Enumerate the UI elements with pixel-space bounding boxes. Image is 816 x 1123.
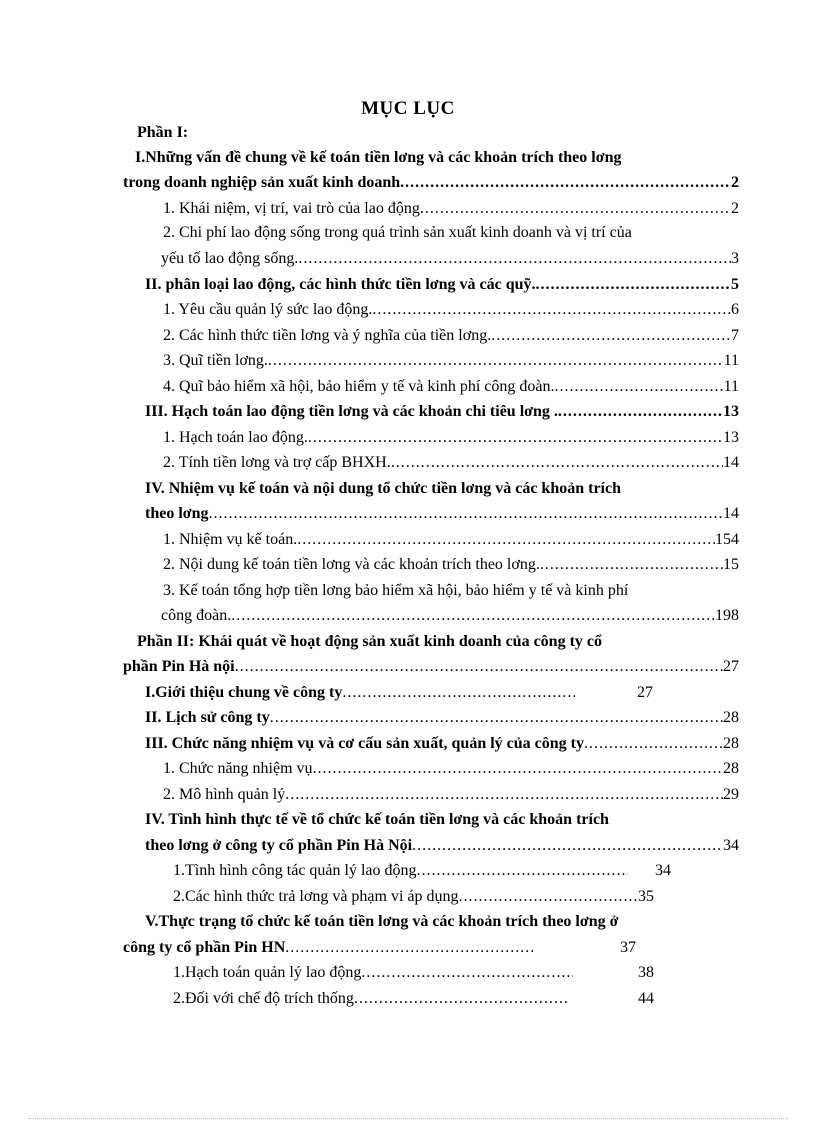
toc-item bbox=[163, 554, 739, 576]
toc-item-title: 2. Các hình thức tiền lơng và ý nghĩa của tiền lơng. bbox=[163, 327, 492, 344]
toc-page-number: 2 bbox=[731, 174, 739, 191]
toc-item bbox=[161, 605, 739, 627]
toc-page-number: 34 bbox=[723, 837, 739, 854]
toc-page-number: 13 bbox=[723, 429, 739, 446]
toc-page-number: 13 bbox=[723, 403, 739, 420]
toc-item-title: 4. Quĩ bảo hiểm xã hội, bảo hiểm y tế và kinh phí công đoàn. bbox=[163, 378, 555, 395]
toc-item bbox=[163, 529, 739, 551]
toc-item bbox=[163, 452, 739, 474]
toc-page-number: 15 bbox=[723, 556, 739, 573]
toc-section-4 bbox=[145, 503, 739, 525]
toc-item-title: 2. Nội dung kế toán tiền lơng và các khoản trích theo lơng. bbox=[163, 556, 540, 573]
toc-page-number: 11 bbox=[723, 378, 739, 395]
part-2-heading-line-1: Phần II: Khái quát về hoạt động sản xuất kinh doanh của công ty cổ bbox=[137, 633, 603, 650]
toc-section-title: III. Chức năng nhiệm vụ và cơ cấu sản xuất, quản lý của công ty bbox=[145, 735, 584, 752]
toc-item bbox=[161, 248, 739, 270]
toc-section-title: II. Lịch sử công ty bbox=[145, 709, 270, 726]
toc-item-line-1: 2. Chi phí lao động sống trong quá trình sản xuất kinh doanh và vị trí của bbox=[163, 224, 632, 241]
toc-item-title: 1.Tình hình công tác quản lý lao động bbox=[173, 862, 417, 879]
toc-item bbox=[173, 886, 654, 908]
toc-section-4-line-1: IV. Nhiệm vụ kế toán và nội dung tổ chức tiền lơng và các khoản trích bbox=[145, 480, 621, 497]
toc-item bbox=[173, 860, 628, 882]
toc-page-number: 28 bbox=[723, 709, 739, 726]
toc-page-number: 5 bbox=[731, 276, 739, 293]
page-bottom-divider bbox=[28, 1118, 788, 1119]
toc-item bbox=[163, 758, 739, 780]
part-2-title: phần Pin Hà nội bbox=[123, 658, 235, 675]
toc-page-number: 154 bbox=[715, 531, 739, 548]
part-2-heading bbox=[123, 656, 739, 678]
toc-section-title: I.Giới thiệu chung về công ty bbox=[145, 684, 343, 701]
toc-page-number: 37 bbox=[620, 939, 636, 956]
toc-page-number: 2 bbox=[731, 200, 739, 217]
toc-item-title: 1. Chức năng nhiệm vụ bbox=[163, 760, 313, 777]
toc-section-2 bbox=[145, 274, 739, 296]
toc-section-2-title: II. phân loại lao động, các hình thức tiền lơng và các quỹ. bbox=[145, 276, 536, 293]
toc-item bbox=[163, 325, 739, 347]
toc-page-number: 27 bbox=[723, 658, 739, 675]
toc-item bbox=[173, 962, 573, 984]
toc-item-line-1: 3. Kế toán tổng hợp tiền lơng bảo hiểm xã hội, bảo hiểm y tế và kinh phí bbox=[163, 582, 629, 599]
toc-page-number: 11 bbox=[723, 352, 739, 369]
toc-page-number: 29 bbox=[723, 786, 739, 803]
toc-section-line-1: V.Thực trạng tổ chức kế toán tiền lơng và các khoản trích theo lơng ở bbox=[145, 913, 619, 930]
toc-item bbox=[163, 350, 739, 372]
toc-item-title: 1. Nhiệm vụ kế toán. bbox=[163, 531, 298, 548]
toc-section-title: theo lơng ở công ty cổ phần Pin Hà Nội bbox=[145, 837, 413, 854]
toc-item-title: 1. Yêu cầu quản lý sức lao động. bbox=[163, 301, 373, 318]
toc-page-number: 6 bbox=[731, 301, 739, 318]
toc-item bbox=[163, 198, 739, 220]
toc-page-number: 28 bbox=[723, 735, 739, 752]
toc-section bbox=[145, 733, 739, 755]
toc-section bbox=[123, 937, 533, 959]
toc-item-title: yếu tố lao động sống. bbox=[161, 250, 299, 267]
toc-page-number: 3 bbox=[731, 250, 739, 267]
toc-section-3-title: III. Hạch toán lao động tiền lơng và các khoản chi tiêu lơng . bbox=[145, 403, 558, 420]
toc-section bbox=[145, 707, 739, 729]
toc-page-number: 38 bbox=[638, 964, 654, 981]
toc-item-title: 2.Đối với chế độ trích thống bbox=[173, 990, 354, 1007]
toc-item-title: 2. Tính tiền lơng và trợ cấp BHXH. bbox=[163, 454, 391, 471]
toc-page-number: 44 bbox=[638, 990, 654, 1007]
toc-page-number: 28 bbox=[723, 760, 739, 777]
toc-section-3 bbox=[145, 401, 739, 423]
toc-item-title: 3. Quĩ tiền lơng. bbox=[163, 352, 268, 369]
toc-section bbox=[145, 835, 739, 857]
toc-section-1 bbox=[123, 172, 739, 194]
toc-page-number: 198 bbox=[715, 607, 739, 624]
toc-item-title: 1.Hạch toán quản lý lao động bbox=[173, 964, 362, 981]
toc-section-line-1: IV. Tình hình thực tế về tổ chức kế toán tiền lơng và các khoản trích bbox=[145, 811, 609, 828]
toc-page-number: 34 bbox=[655, 862, 671, 879]
toc-page-number: 14 bbox=[723, 505, 739, 522]
part-1-heading: Phần I: bbox=[137, 124, 189, 141]
toc-item bbox=[173, 988, 568, 1010]
toc-section bbox=[145, 682, 575, 704]
toc-section-1-title: trong doanh nghiệp sản xuất kinh doanh bbox=[123, 174, 401, 191]
toc-section-title: công ty cổ phần Pin HN bbox=[123, 939, 286, 956]
toc-page-number: 35 bbox=[638, 888, 654, 905]
toc-item bbox=[163, 427, 739, 449]
page-title: MỤC LỤC bbox=[361, 98, 455, 119]
toc-item-title: 1. Hạch toán lao động. bbox=[163, 429, 308, 446]
toc-item bbox=[163, 299, 739, 321]
toc-section-1-line-1: I.Những vấn đề chung về kế toán tiền lơng và các khoản trích theo lơng bbox=[135, 149, 622, 166]
toc-item-title: 2. Mô hình quản lý bbox=[163, 786, 286, 803]
toc-item bbox=[163, 784, 739, 806]
toc-item-title: 1. Khái niệm, vị trí, vai trò của lao động bbox=[163, 200, 420, 217]
toc-item bbox=[163, 376, 739, 398]
toc-page-number: 27 bbox=[637, 684, 653, 701]
toc-page-number: 7 bbox=[731, 327, 739, 344]
toc-item-title: 2.Các hình thức trả lơng và phạm vi áp dụng bbox=[173, 888, 459, 905]
toc-page-number: 14 bbox=[723, 454, 739, 471]
toc-item-title: công đoàn. bbox=[161, 607, 232, 624]
toc-section-4-title: theo lơng bbox=[145, 505, 209, 522]
